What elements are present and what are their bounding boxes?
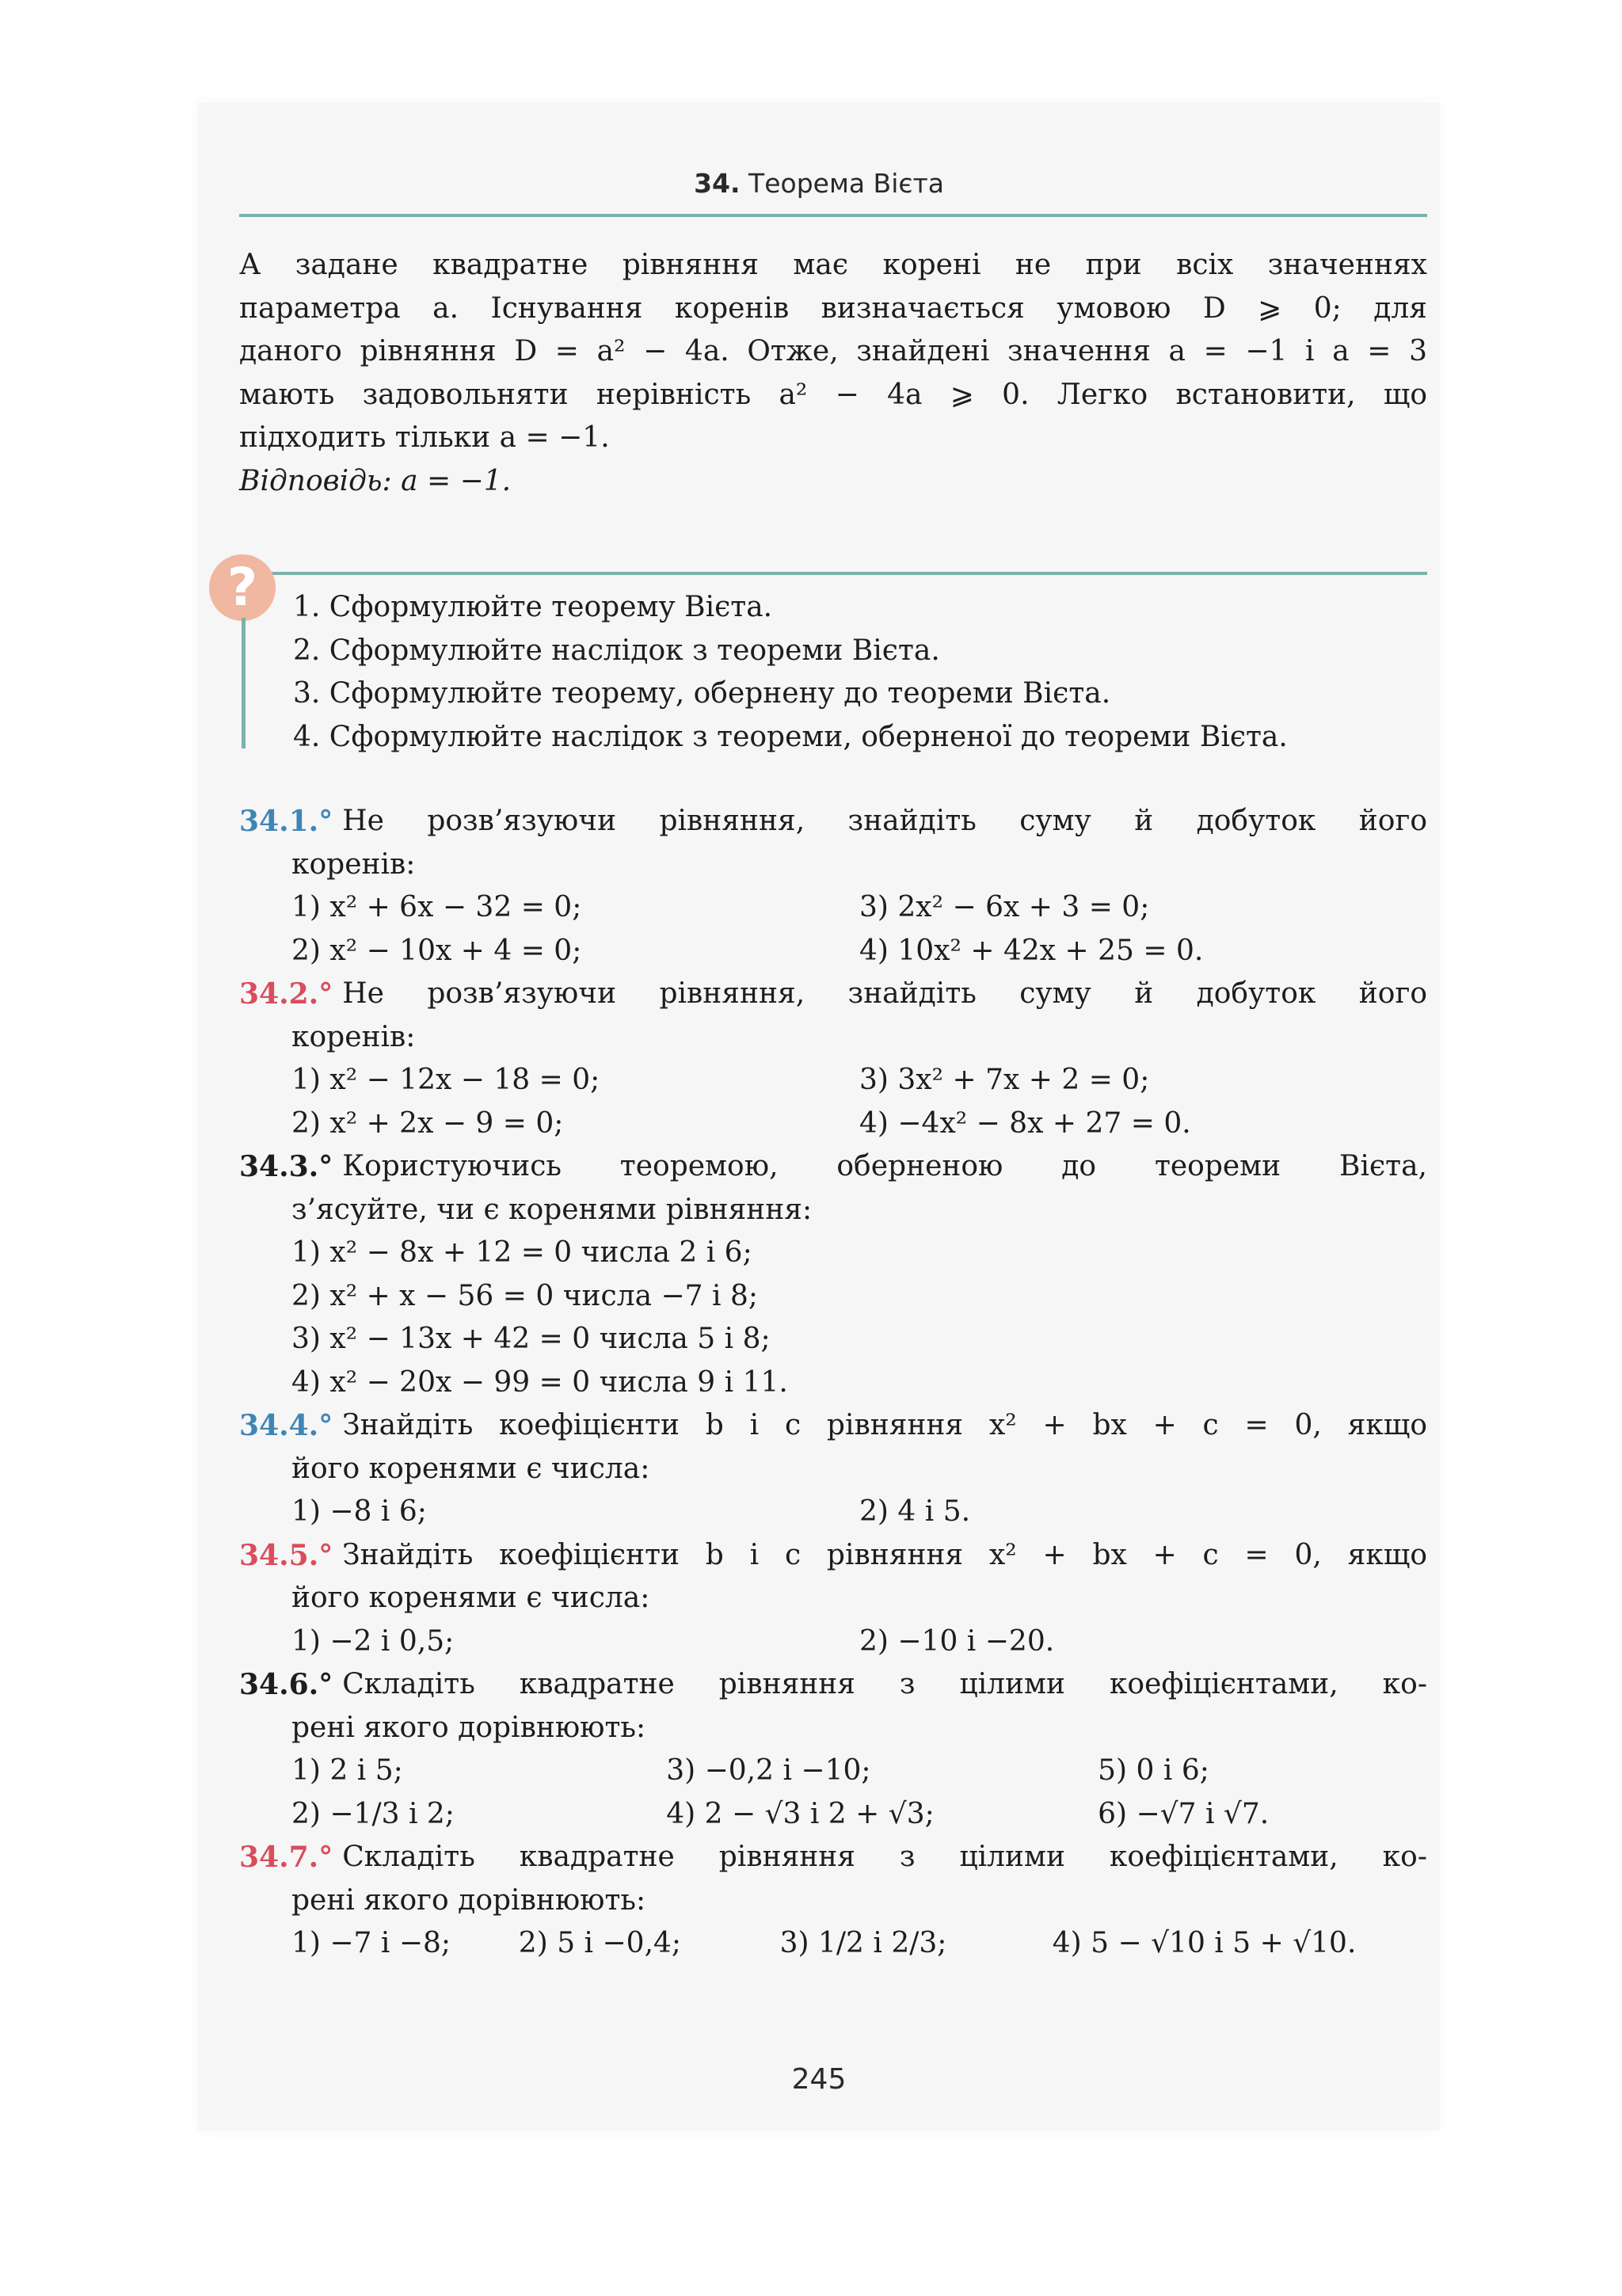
- intro-line: мають задовольняти нерівність a² − 4a ⩾ 0. Легко встановити, що: [239, 378, 1427, 411]
- exercise-item: 1) 2 і 5;: [291, 1754, 403, 1787]
- exercise-item: 4) −4x² − 8x + 27 = 0.: [859, 1106, 1191, 1140]
- exercise-text: Не розв’язуючи рівняння, знайдіть суму й добуток його: [342, 805, 1427, 837]
- exercise-item: 1) −2 і 0,5;: [291, 1624, 455, 1658]
- header-rule: [239, 214, 1427, 217]
- question-item: 2. Сформулюйте наслідок з теореми Вієта.: [293, 634, 940, 667]
- exercise-item: 1) −8 і 6;: [291, 1495, 427, 1528]
- intro-line: параметра a. Існування коренів визначається умовою D ⩾ 0; для: [239, 291, 1427, 325]
- exercise-item: 4) 10x² + 42x + 25 = 0.: [859, 934, 1204, 967]
- exercise-text-cont: з’ясуйте, чи є коренями рівняння:: [291, 1193, 813, 1226]
- exercise-item: 1) −7 і −8;: [291, 1927, 451, 1959]
- questions-rule: [269, 572, 1427, 575]
- exercise-text: Знайдіть коефіцієнти b і c рівняння x² + bx + c = 0, якщо: [342, 1538, 1427, 1571]
- exercise-item: 2) 4 і 5.: [859, 1495, 971, 1528]
- section-number: 34.: [694, 168, 741, 199]
- intro-line: А задане квадратне рівняння має корені не при всіх значеннях: [239, 249, 1427, 281]
- exercise-item: 2) x² + 2x − 9 = 0;: [291, 1106, 564, 1140]
- section-title: Теорема Вієта: [748, 168, 944, 199]
- exercises: [239, 800, 1427, 1966]
- exercise-number: 34.7.°: [239, 1841, 333, 1874]
- intro-line: підходить тільки a = −1.: [239, 421, 610, 454]
- exercise-item: 2) x² + x − 56 = 0 числа −7 і 8;: [291, 1279, 758, 1312]
- exercise-text-cont: рені якого дорівнюють:: [291, 1883, 646, 1917]
- exercise-item: 1) x² + 6x − 32 = 0;: [291, 891, 582, 923]
- exercise-item: 4) x² − 20x − 99 = 0 числа 9 і 11.: [291, 1365, 788, 1399]
- exercise-number: 34.6.°: [239, 1668, 333, 1701]
- exercise-text-cont: його коренями є числа:: [291, 1582, 650, 1614]
- intro-answer: Відповідь: a = −1.: [239, 464, 512, 497]
- exercise-text-cont: коренів:: [291, 847, 416, 881]
- exercise-34-6: [239, 1663, 1427, 1836]
- exercise-34-5: [239, 1534, 1427, 1664]
- exercise-item: 4) 5 − √10 і 5 + √10.: [1052, 1927, 1357, 1959]
- exercise-item: 2) 5 і −0,4;: [518, 1927, 682, 1959]
- exercise-number: 34.4.°: [239, 1409, 333, 1442]
- exercise-item: 3) 2x² − 6x + 3 = 0;: [859, 891, 1150, 923]
- exercise-text-cont: рені якого дорівнюють:: [291, 1711, 646, 1744]
- question-item: 4. Сформулюйте наслідок з теореми, оберненої до теореми Вієта.: [293, 720, 1288, 753]
- question-item: 3. Сформулюйте теорему, обернену до теореми Вієта.: [293, 677, 1111, 710]
- exercise-number: 34.5.°: [239, 1538, 333, 1572]
- review-questions: [293, 586, 1418, 759]
- exercise-number: 34.1.°: [239, 805, 333, 838]
- exercise-item: 2) −10 і −20.: [859, 1624, 1055, 1658]
- exercise-number: 34.2.°: [239, 977, 333, 1011]
- exercise-text: Складіть квадратне рівняння з цілими коефіцієнтами, ко-: [342, 1668, 1427, 1700]
- exercise-item: 4) 2 − √3 і 2 + √3;: [666, 1797, 935, 1830]
- exercise-text: Користуючись теоремою, оберненою до теореми Вієта,: [342, 1150, 1427, 1182]
- exercise-item: 2) x² − 10x + 4 = 0;: [291, 934, 582, 967]
- textbook-page: [198, 103, 1440, 2130]
- questions-bar: [242, 618, 246, 748]
- running-head: [198, 168, 1440, 199]
- exercise-item: 3) 3x² + 7x + 2 = 0;: [859, 1064, 1150, 1096]
- exercise-item: 3) 1/2 і 2/3;: [779, 1927, 947, 1959]
- exercise-text: Не розв’язуючи рівняння, знайдіть суму й добуток його: [342, 977, 1427, 1010]
- exercise-item: 3) x² − 13x + 42 = 0 числа 5 і 8;: [291, 1323, 771, 1355]
- exercise-text-cont: коренів:: [291, 1020, 416, 1053]
- question-item: 1. Сформулюйте теорему Вієта.: [293, 591, 773, 623]
- exercise-34-7: [239, 1836, 1427, 1966]
- exercise-item: 6) −√7 і √7.: [1098, 1797, 1270, 1830]
- question-mark-icon: ?: [209, 554, 276, 621]
- exercise-text: Знайдіть коефіцієнти b і c рівняння x² + bx + c = 0, якщо: [342, 1409, 1427, 1441]
- exercise-text-cont: його коренями є числа:: [291, 1452, 650, 1485]
- exercise-item: 2) −1/3 і 2;: [291, 1797, 455, 1830]
- page-number: 245: [791, 2063, 847, 2096]
- exercise-34-3: [239, 1145, 1427, 1404]
- exercise-item: 1) x² − 12x − 18 = 0;: [291, 1064, 600, 1096]
- exercise-text: Складіть квадратне рівняння з цілими коефіцієнтами, ко-: [342, 1841, 1427, 1873]
- exercise-item: 1) x² − 8x + 12 = 0 числа 2 і 6;: [291, 1236, 752, 1269]
- exercise-item: 5) 0 і 6;: [1098, 1754, 1209, 1787]
- intro-line: даного рівняння D = a² − 4a. Отже, знайдені значення a = −1 і a = 3: [239, 335, 1427, 367]
- exercise-34-1: [239, 800, 1427, 973]
- exercise-item: 3) −0,2 і −10;: [666, 1754, 871, 1787]
- exercise-number: 34.3.°: [239, 1150, 333, 1183]
- exercise-34-2: [239, 973, 1427, 1145]
- intro-paragraph: [239, 244, 1427, 503]
- exercise-34-4: [239, 1404, 1427, 1534]
